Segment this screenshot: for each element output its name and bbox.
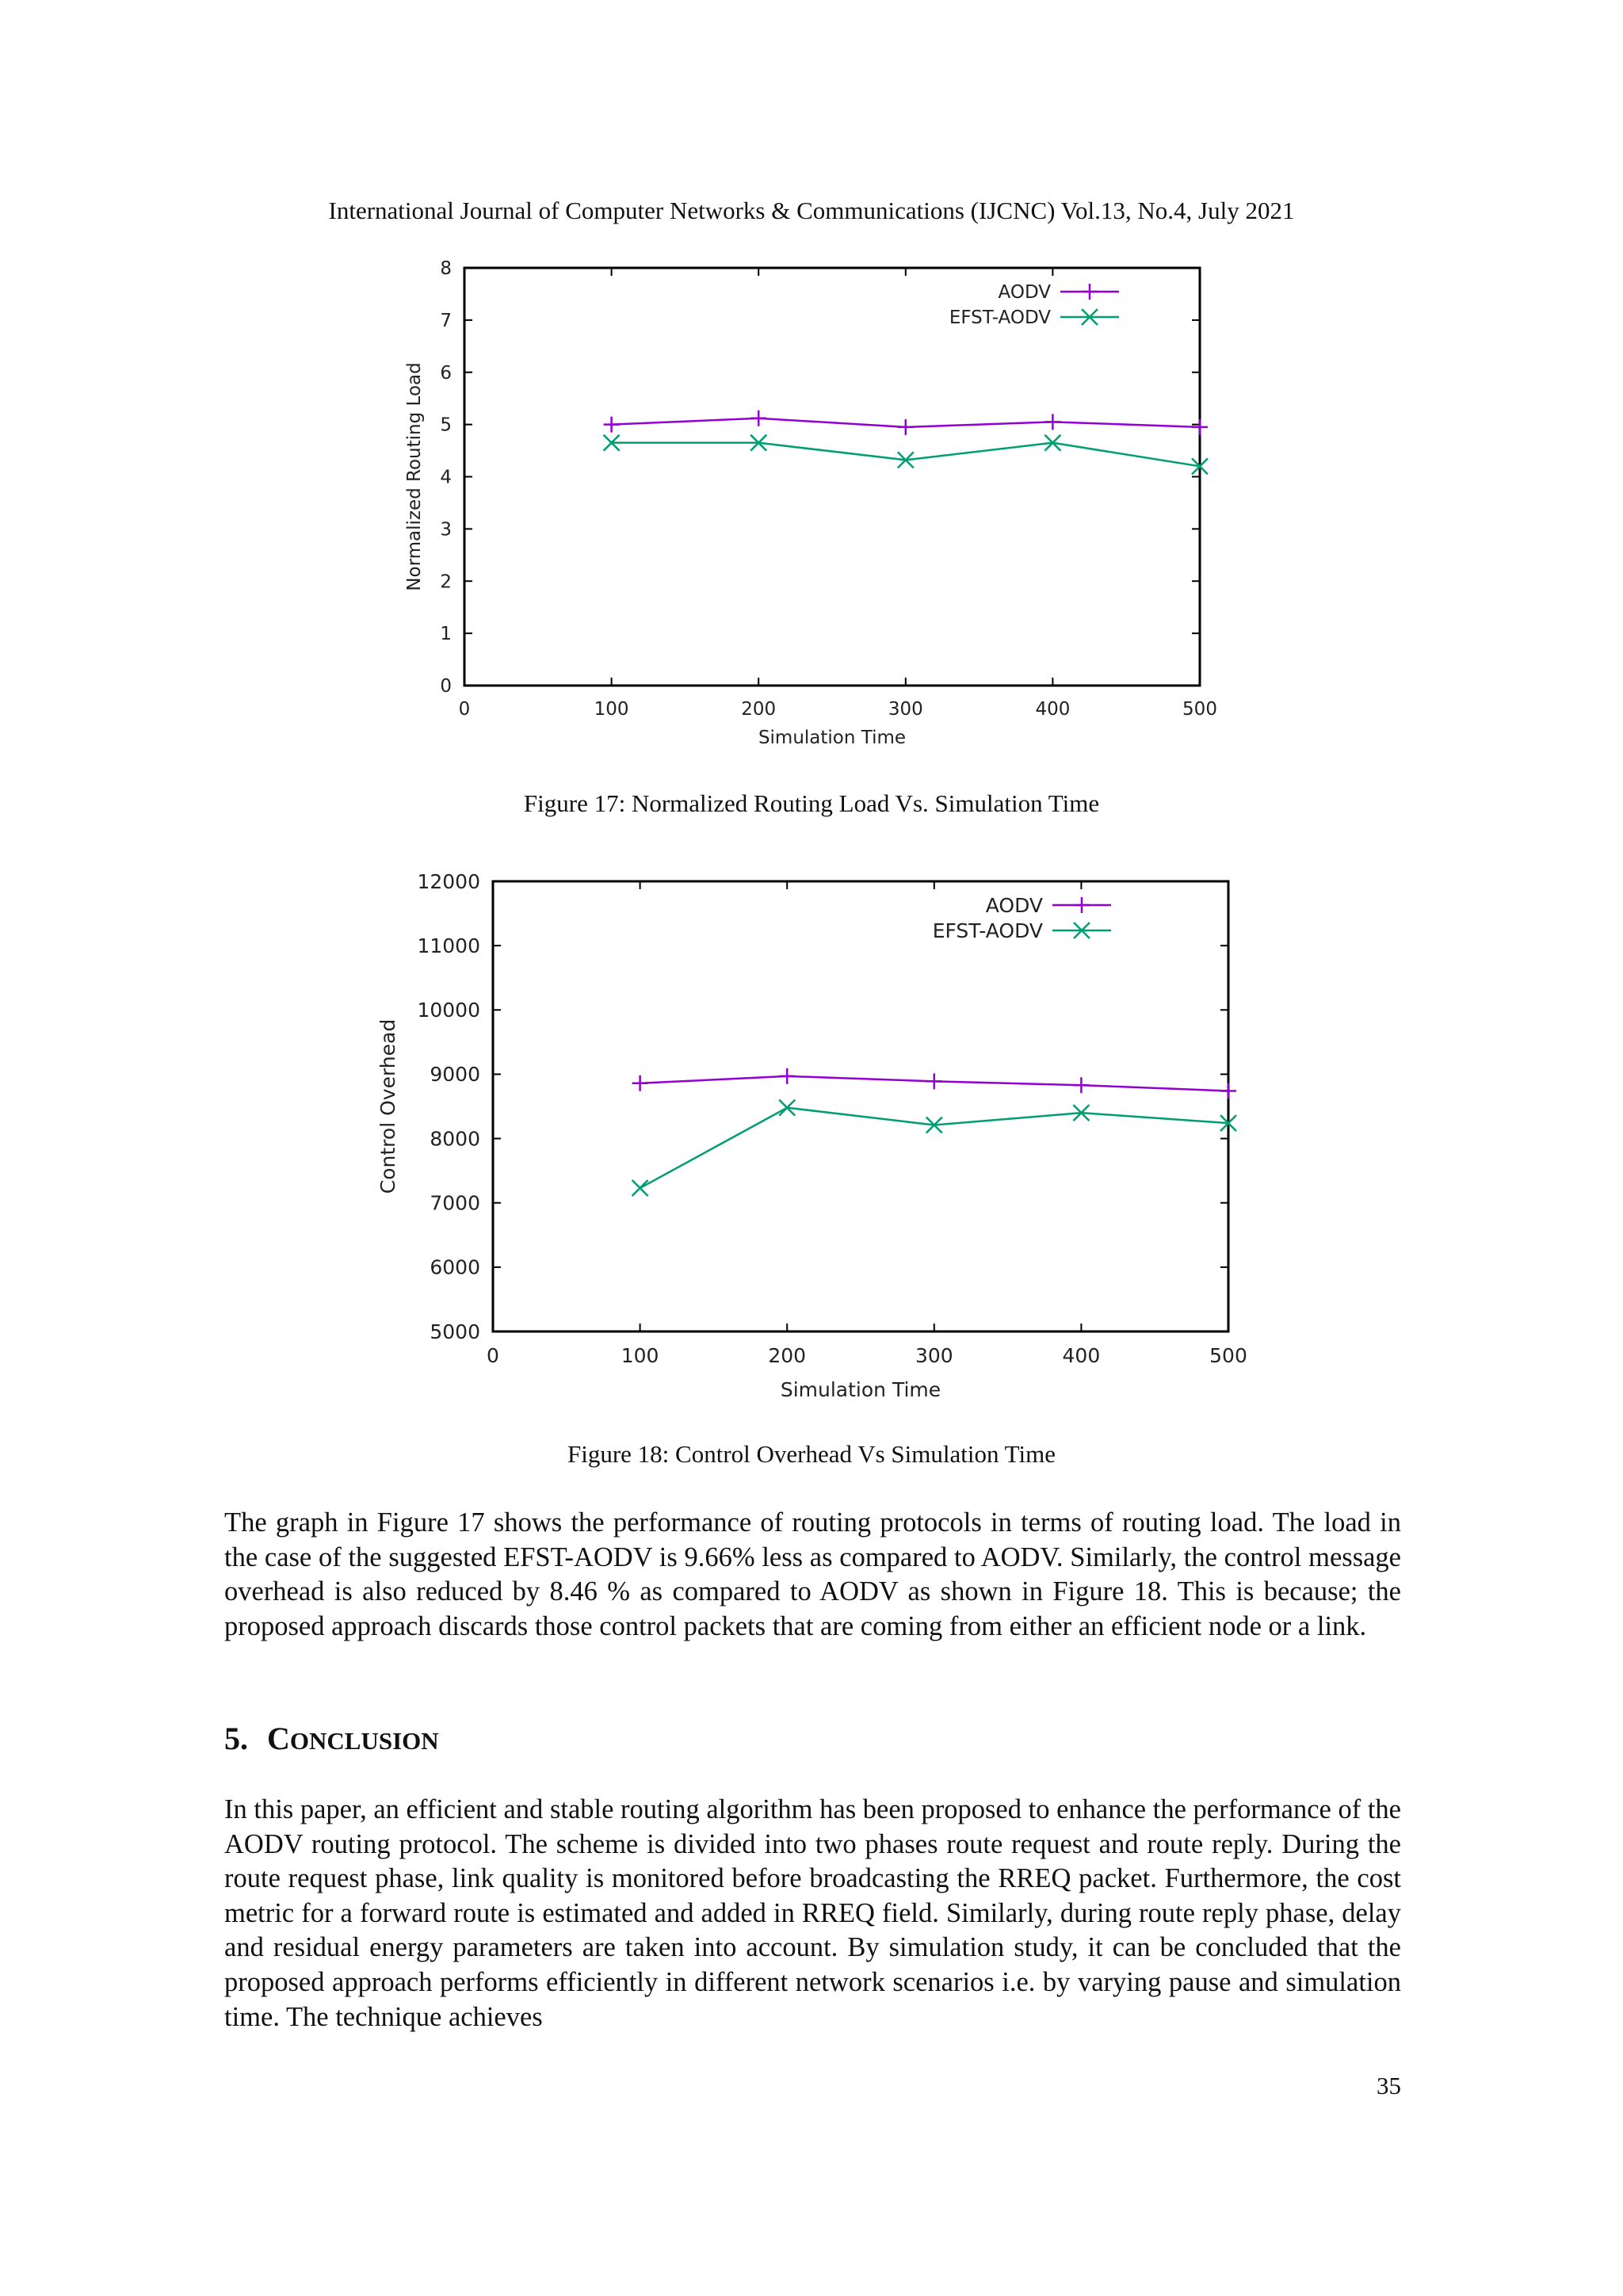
data-point — [632, 1180, 648, 1196]
series-line — [612, 443, 1200, 467]
y-tick-label: 10000 — [417, 999, 480, 1022]
series-aodv — [632, 1068, 1236, 1099]
data-point — [632, 1075, 648, 1091]
figure-17 — [388, 252, 1276, 759]
x-tick-label: 100 — [621, 1344, 659, 1367]
x-tick-label: 500 — [1209, 1344, 1247, 1367]
x-tick-label: 500 — [1182, 699, 1217, 720]
series-efst-aodv — [632, 1100, 1236, 1196]
y-tick-label: 11000 — [417, 934, 480, 957]
y-tick-label: 2 — [440, 571, 452, 593]
figure-18 — [357, 864, 1276, 1419]
plot-frame — [464, 268, 1200, 686]
data-point — [1073, 1077, 1089, 1093]
journal-header: International Journal of Computer Networks & Communications (IJCNC) Vol.13, No.4, July 2021 — [328, 197, 1295, 224]
x-tick-label: 0 — [458, 699, 471, 720]
y-tick-label: 9000 — [430, 1063, 480, 1087]
section-number: 5. — [224, 1721, 248, 1756]
y-tick-label: 6 — [440, 362, 452, 384]
section-title-rest: ONCLUSION — [289, 1727, 439, 1755]
section-title-initial: C — [267, 1721, 290, 1756]
body-paragraph-2: In this paper, an efficient and stable routing algorithm has been proposed to enhance the performance of the AODV routing protocol. The scheme is divided into two phases route request and route reply. During the route request phase, link quality is monitored before broadcasting the RREQ packet. Furthermore, the cost metric for a forward route is estimated and added in RREQ field. Similarly, during route reply phase, delay and residual energy parameters are taken into account. By simulation study, it can be concluded that the proposed approach performs efficiently in different network scenarios i.e. by varying pause and simulation time. The technique achieves — [224, 1794, 1401, 2032]
section-heading-conclusion — [224, 1720, 439, 1757]
x-tick-label: 400 — [1062, 1344, 1101, 1367]
x-tick-label: 300 — [915, 1344, 953, 1367]
x-tick-label: 0 — [487, 1344, 499, 1367]
body-paragraph-1: The graph in Figure 17 shows the performance of routing protocols in terms of routing load. The load in the case of the suggested EFST-AODV is 9.66% less as compared to AODV. Similarly, the control message overhead is also reduced by 8.46 % as compared to AODV as shown in Figure 18. This is because; the proposed approach discards those control packets that are coming from either an efficient node or a link. — [224, 1507, 1401, 1641]
legend-label: EFST-AODV — [932, 919, 1043, 942]
legend-marker — [1074, 897, 1090, 913]
x-axis-label: Simulation Time — [780, 1378, 941, 1401]
x-tick-label: 200 — [768, 1344, 807, 1367]
figure-17-caption: Figure 17: Normalized Routing Load Vs. Simulation Time — [523, 789, 1100, 817]
y-tick-label: 12000 — [417, 869, 480, 893]
y-tick-label: 8000 — [430, 1127, 480, 1151]
y-axis-label: Control Overhead — [376, 1018, 399, 1194]
y-axis-label: Normalized Routing Load — [404, 362, 425, 591]
y-tick-label: 3 — [440, 519, 452, 541]
legend-marker — [1082, 284, 1098, 300]
x-tick-label: 300 — [888, 699, 923, 720]
y-tick-label: 4 — [440, 467, 452, 488]
data-point — [898, 419, 914, 435]
series-efst-aodv — [604, 435, 1208, 475]
data-point — [1044, 414, 1060, 430]
data-point — [1220, 1083, 1236, 1099]
plot-frame — [493, 881, 1228, 1331]
y-tick-label: 6000 — [430, 1255, 480, 1279]
y-tick-label: 5000 — [430, 1320, 480, 1343]
legend-label: AODV — [985, 893, 1043, 917]
y-tick-label: 7 — [440, 310, 452, 331]
y-tick-label: 8 — [440, 258, 452, 280]
figure-18-chart — [357, 864, 1276, 1419]
series-line — [640, 1108, 1228, 1188]
x-axis-label: Simulation Time — [758, 728, 907, 748]
y-tick-label: 1 — [440, 624, 452, 645]
y-tick-label: 5 — [440, 415, 452, 436]
figure-18-caption: Figure 18: Control Overhead Vs Simulation Time — [567, 1440, 1056, 1468]
page-number: 35 — [1377, 2072, 1401, 2099]
x-tick-label: 400 — [1035, 699, 1071, 720]
data-point — [604, 417, 620, 433]
y-tick-label: 7000 — [430, 1191, 480, 1215]
legend-label: EFST-AODV — [949, 308, 1051, 329]
x-tick-label: 200 — [741, 699, 777, 720]
data-point — [926, 1073, 942, 1089]
data-point — [1192, 419, 1208, 435]
figure-17-chart — [388, 252, 1276, 759]
series-aodv — [604, 411, 1208, 435]
data-point — [750, 411, 766, 426]
legend-label: AODV — [998, 282, 1051, 304]
y-tick-label: 0 — [440, 676, 452, 697]
x-tick-label: 100 — [594, 699, 629, 720]
data-point — [779, 1068, 795, 1084]
